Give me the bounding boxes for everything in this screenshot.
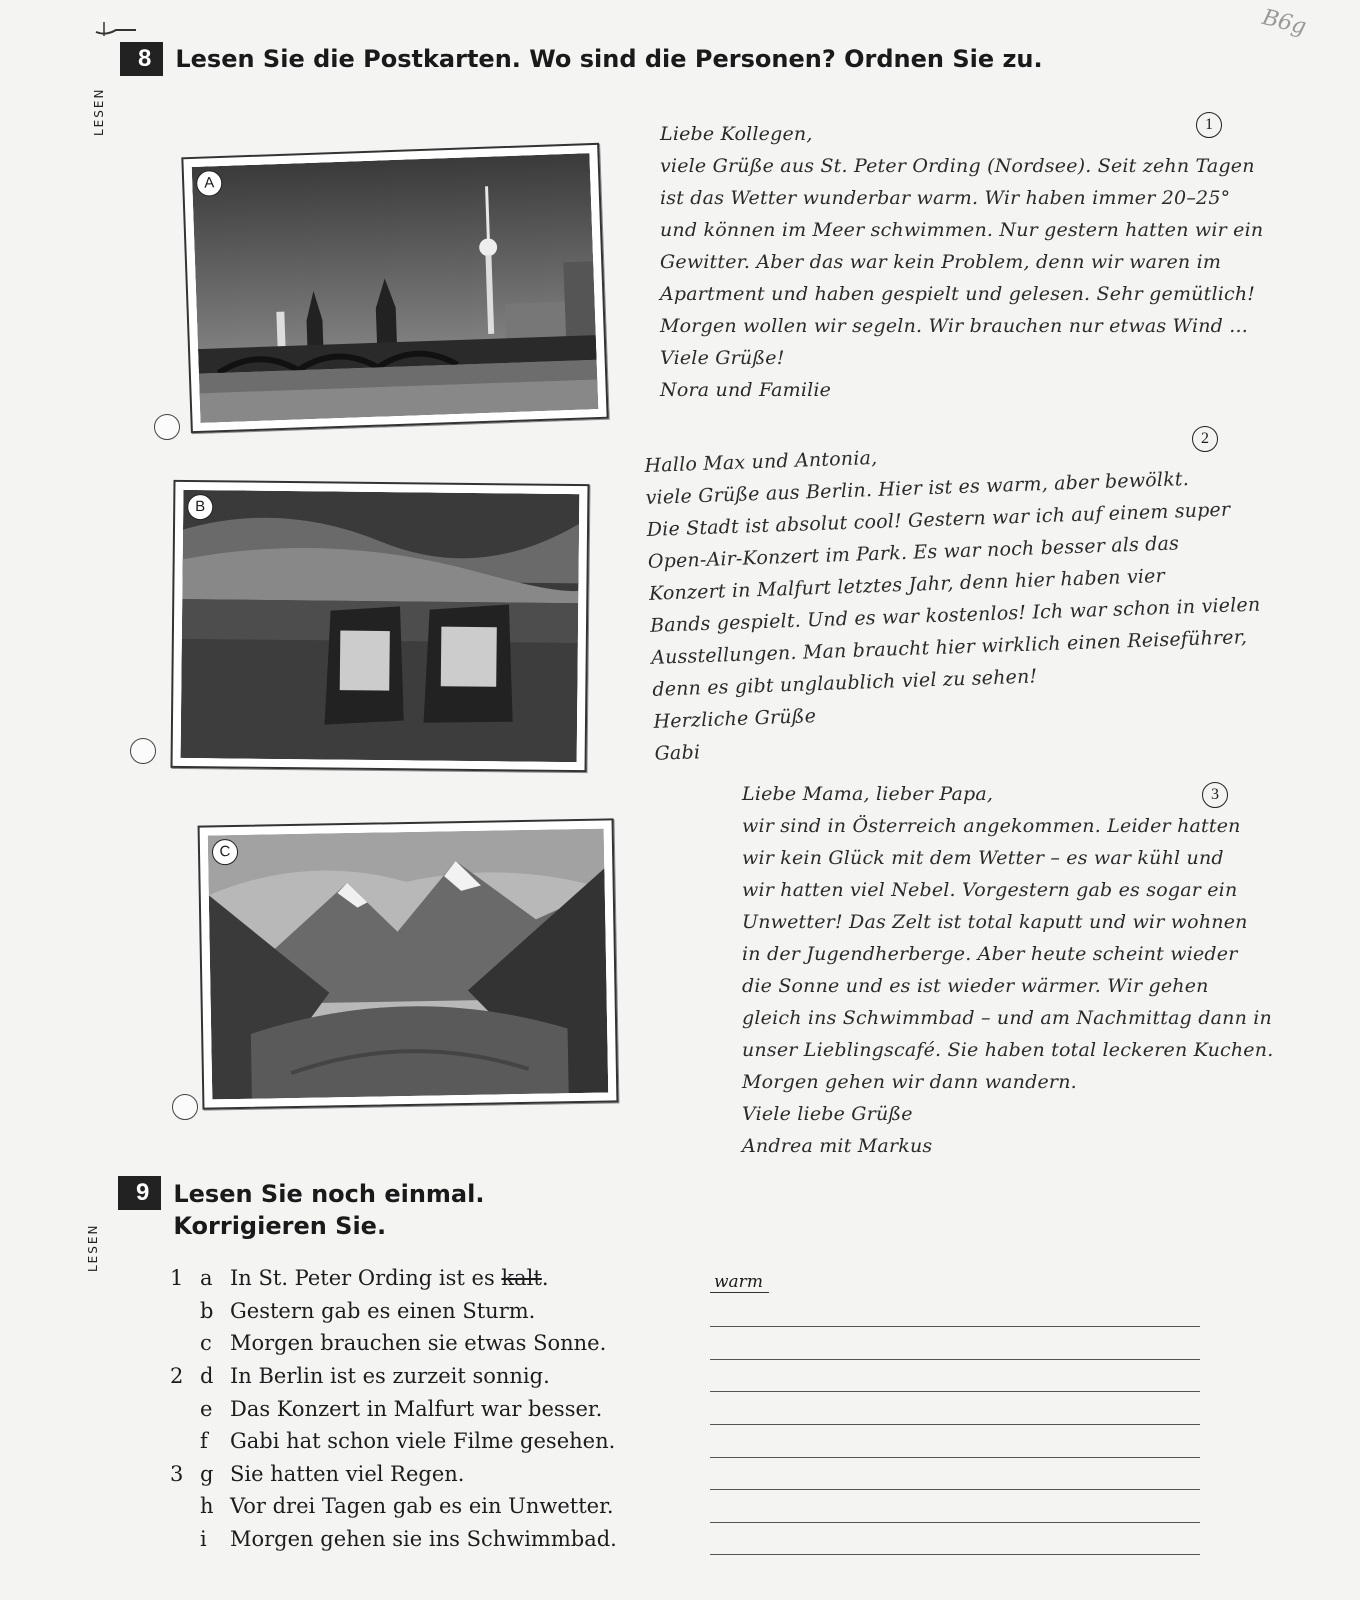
postcard-line: unser Lieblingscafé. Sie haben total leckeren Kuchen.: [742, 1039, 1274, 1061]
answer-line[interactable]: [710, 1295, 1200, 1328]
postcard-line: Konzert in Malfurt letztes Jahr, denn hier haben vier: [648, 564, 1166, 605]
statement-letter: i: [200, 1527, 207, 1552]
exercise8-header: [122, 44, 1043, 74]
statement-letter: e: [200, 1396, 213, 1421]
answer-written: warm: [710, 1272, 769, 1293]
postcard-line: wir sind in Österreich angekommen. Leider hatten: [742, 815, 1241, 837]
postcard-line: Andrea mit Markus: [742, 1135, 933, 1157]
exercise9-header: [120, 1178, 484, 1242]
statement-row: [170, 1392, 617, 1425]
statement-letter: f: [200, 1429, 208, 1454]
statement-text: In Berlin ist es zurzeit sonnig.: [230, 1364, 550, 1389]
pen-mark-icon: [92, 18, 140, 42]
postcard-line: Hallo Max und Antonia,: [644, 446, 878, 477]
postcard-line: viele Grüße aus St. Peter Ording (Nordsee). Seit zehn Tagen: [660, 155, 1255, 177]
exercise9-title-line2: Korrigieren Sie.: [173, 1212, 387, 1240]
postcard-line: Liebe Kollegen,: [660, 123, 813, 145]
statement-text: In St. Peter Ording ist es kalt.: [230, 1266, 549, 1291]
statement-letter: d: [200, 1364, 214, 1389]
city-skyline-image: [192, 153, 599, 423]
answer-line[interactable]: [710, 1327, 1200, 1360]
postcard-line: viele Grüße aus Berlin. Hier ist es warm, aber bewölkt.: [645, 468, 1190, 509]
photo-b-letter: B: [187, 494, 213, 520]
postcard-line: ist das Wetter wunderbar warm. Wir haben immer 20–25°: [660, 187, 1231, 209]
photo-c-letter: C: [212, 839, 238, 865]
exercise9-number: 9: [120, 1178, 159, 1208]
postcard-1-number: 1: [1196, 112, 1222, 138]
statement-text: Sie hatten viel Regen.: [230, 1461, 465, 1486]
postcard-line: Unwetter! Das Zelt ist total kaputt und wir wohnen: [742, 911, 1248, 933]
postcard-line: Ausstellungen. Man braucht hier wirklich einen Reiseführer,: [650, 626, 1248, 669]
answer-line[interactable]: [710, 1490, 1200, 1523]
beach-chairs-image: [181, 490, 580, 762]
statement-group: 3: [170, 1461, 184, 1486]
exercise8-side-label: LESEN: [92, 87, 106, 136]
statement-group: 1: [170, 1266, 184, 1291]
postcard-line: Viele Grüße!: [660, 347, 785, 369]
mountain-valley-image: [208, 829, 609, 1100]
postcard-line: Open-Air-Konzert im Park. Es war noch besser als das: [647, 532, 1180, 573]
statement-row: [170, 1490, 617, 1523]
exercise9-statements: [170, 1262, 617, 1555]
statement-letter: a: [200, 1266, 213, 1291]
postcard-line: wir hatten viel Nebel. Vorgestern gab es sogar ein: [742, 879, 1238, 901]
statement-text: Morgen gehen sie ins Schwimmbad.: [230, 1527, 617, 1552]
postcard-line: Gewitter. Aber das war kein Problem, denn wir waren im: [660, 251, 1222, 273]
corner-note: B6g: [1259, 5, 1309, 40]
statement-row: [170, 1295, 617, 1328]
statement-row: [170, 1458, 617, 1491]
statement-text: Morgen brauchen sie etwas Sonne.: [230, 1331, 607, 1356]
struck-word: kalt: [501, 1266, 542, 1291]
statement-letter: g: [200, 1461, 214, 1486]
postcard-line: Liebe Mama, lieber Papa,: [742, 783, 994, 805]
postcard-line: Apartment und haben gespielt und gelesen. Sehr gemütlich!: [660, 283, 1256, 305]
photo-a: [181, 143, 608, 433]
exercise9-answer-lines: [710, 1262, 1200, 1555]
postcard-line: Viele liebe Grüße: [742, 1103, 913, 1125]
exercise8-number: 8: [122, 44, 161, 74]
statement-row: [170, 1360, 617, 1393]
answer-line[interactable]: [710, 1392, 1200, 1425]
photo-b: [171, 480, 590, 772]
postcard-line: wir kein Glück mit dem Wetter – es war kühl und: [742, 847, 1224, 869]
statement-text: Das Konzert in Malfurt war besser.: [230, 1396, 603, 1421]
photo-c: [198, 818, 619, 1109]
postcard-line: in der Jugendherberge. Aber heute scheint wieder: [742, 943, 1238, 965]
photo-a-letter: A: [196, 170, 223, 197]
statement-row: [170, 1262, 617, 1295]
postcard-line: Bands gespielt. Und es war kostenlos! Ich war schon in vielen: [649, 593, 1261, 637]
statement-letter: b: [200, 1298, 214, 1323]
postcard-line: Morgen gehen wir dann wandern.: [742, 1071, 1077, 1093]
statement-letter: h: [200, 1494, 214, 1519]
exercise9-title-line1: Lesen Sie noch einmal.: [173, 1180, 485, 1208]
answer-circle-a[interactable]: [154, 414, 180, 440]
answer-line[interactable]: [710, 1523, 1200, 1556]
postcard-line: gleich ins Schwimmbad – und am Nachmittag dann in: [742, 1007, 1272, 1029]
answer-line[interactable]: [710, 1360, 1200, 1393]
postcard-2: [644, 429, 1265, 770]
postcard-1: [660, 118, 1263, 406]
statement-row: [170, 1523, 617, 1556]
statement-text: Vor drei Tagen gab es ein Unwetter.: [230, 1494, 614, 1519]
postcard-line: Herzliche Grüße: [653, 705, 817, 733]
answer-circle-c[interactable]: [172, 1094, 198, 1120]
postcard-line: die Sonne und es ist wieder wärmer. Wir gehen: [742, 975, 1209, 997]
answer-line[interactable]: [710, 1262, 1200, 1295]
statement-row: [170, 1425, 617, 1458]
answer-line[interactable]: [710, 1425, 1200, 1458]
postcard-line: und können im Meer schwimmen. Nur gestern hatten wir ein: [660, 219, 1264, 241]
postcard-line: Gabi: [654, 741, 701, 765]
exercise8-title: Lesen Sie die Postkarten. Wo sind die Personen? Ordnen Sie zu.: [175, 45, 1043, 73]
statement-text: Gabi hat schon viele Filme gesehen.: [230, 1429, 616, 1454]
postcard-line: Die Stadt ist absolut cool! Gestern war ich auf einem super: [646, 498, 1231, 541]
statement-text: Gestern gab es einen Sturm.: [230, 1298, 536, 1323]
postcard-line: denn es gibt unglaublich viel zu sehen!: [651, 665, 1038, 701]
postcard-3-number: 3: [1202, 782, 1228, 808]
postcard-2-number: 2: [1192, 426, 1218, 452]
postcard-line: Morgen wollen wir segeln. Wir brauchen nur etwas Wind ...: [660, 315, 1248, 337]
postcard-3: [742, 778, 1273, 1162]
statement-letter: c: [200, 1331, 212, 1356]
statement-row: [170, 1327, 617, 1360]
answer-line[interactable]: [710, 1458, 1200, 1491]
exercise9-side-label: LESEN: [86, 1223, 100, 1272]
statement-group: 2: [170, 1364, 184, 1389]
answer-circle-b[interactable]: [130, 738, 156, 764]
postcard-line: Nora und Familie: [660, 379, 832, 401]
